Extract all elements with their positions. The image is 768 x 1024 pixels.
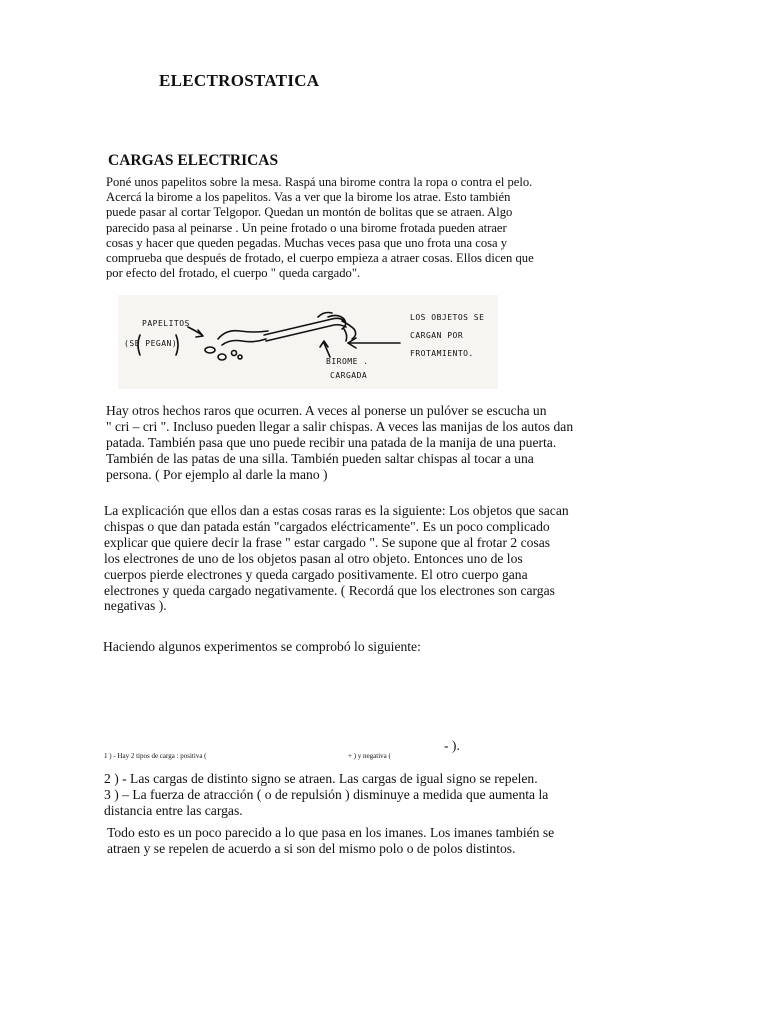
paragraph-line: " cri – cri ". Incluso pueden llegar a salir chispas. A veces las manijas de los autos dan	[106, 418, 574, 434]
hand-drawn-figure	[118, 295, 498, 389]
paragraph-line: los electrones de uno de los objetos pasan al otro objeto. Entonces uno de los	[104, 550, 523, 566]
rule-line: 3 ) – La fuerza de atracción ( o de repulsión ) disminuye a medida que aumenta la	[104, 786, 549, 802]
rules-list	[104, 771, 624, 819]
rule-line: distancia entre las cargas.	[104, 802, 243, 818]
intro-line: por efecto del frotado, el cuerpo " queda cargado".	[106, 266, 361, 281]
paragraph-line: patada. También pasa que uno puede recibir una patada de la manija de una puerta.	[106, 434, 557, 450]
paragraph-explicacion	[104, 503, 624, 614]
figure-label-birome: BIROME .	[326, 357, 369, 366]
paragraph-imanes	[107, 825, 627, 857]
intro-line: parecido pasa al peinarse . Un peine frotado o una birome frotada pueden atraer	[106, 220, 507, 235]
figure-label-cargada: CARGADA	[330, 371, 368, 380]
rule1-part-a: 1 ) - Hay 2 tipos de carga : positiva (	[104, 752, 207, 760]
figure-label-cargan: CARGAN POR	[410, 331, 464, 340]
intro-paragraph	[106, 175, 576, 281]
paragraph-line: persona. ( Por ejemplo al darle la mano )	[106, 466, 328, 482]
figure-label-se-pegan: (SE PEGAN)	[124, 339, 178, 348]
intro-line: puede pasar al cortar Telgopor. Quedan un montón de bolitas que se atraen. Algo	[106, 205, 513, 220]
paragraph-line: También de las patas de una silla. También pueden saltar chispas al tocar a una	[106, 450, 534, 466]
rule-line: 2 ) - Las cargas de distinto signo se atraen. Las cargas de igual signo se repelen.	[104, 771, 538, 786]
page-title: ELECTROSTATICA	[159, 71, 320, 90]
paragraph-hechos-raros	[106, 403, 626, 483]
paragraph-line: negativas ).	[104, 598, 167, 614]
paragraph-line: Todo esto es un poco parecido a lo que pasa en los imanes. Los imanes también se	[107, 825, 555, 840]
figure-label-objetos: LOS OBJETOS SE	[410, 313, 485, 322]
paragraph-line: La explicación que ellos dan a estas cosas raras es la siguiente: Los objetos que sacan	[104, 503, 569, 518]
paragraph-line: atraen y se repelen de acuerdo a si son del mismo polo o de polos distintos.	[107, 841, 516, 856]
paragraph-experimentos: Haciendo algunos experimentos se comprobó lo siguiente:	[103, 639, 421, 654]
intro-line: comprueba que después de frotado, el cuerpo empieza a atraer cosas. Ellos dicen que	[106, 251, 534, 266]
paragraph-line: Hay otros hechos raros que ocurren. A veces al ponerse un pulóver se escucha un	[106, 403, 547, 418]
paragraph-line: cuerpos pierde electrones y queda cargado positivamente. El otro cuerpo gana	[104, 566, 528, 582]
section-title: CARGAS ELECTRICAS	[108, 152, 279, 169]
paragraph-line: electrones y queda cargado negativamente. ( Recordá que los electrones son cargas	[104, 582, 555, 598]
paragraph-line: explicar que quiere decir la frase " estar cargado ". Se supone que al frotar 2 cosas	[104, 534, 551, 550]
intro-line: Poné unos papelitos sobre la mesa. Raspá una birome contra la ropa o contra el pelo.	[106, 175, 533, 189]
rule1-part-b: + ) y negativa (	[348, 752, 391, 760]
figure-label-frotamiento: FROTAMIENTO.	[410, 349, 474, 358]
intro-line: cosas y hacer que queden pegadas. Muchas veces pasa que uno frota una cosa y	[106, 235, 508, 250]
figure-label-papelitos: PAPELITOS	[142, 319, 190, 328]
intro-line: Acercá la birome a los papelitos. Vas a ver que la birome los atrae. Esto también	[106, 190, 511, 205]
rule1-trailing: - ).	[444, 738, 460, 753]
paragraph-line: chispas o que dan patada están "cargados eléctricamente". Es un poco complicado	[104, 518, 550, 534]
